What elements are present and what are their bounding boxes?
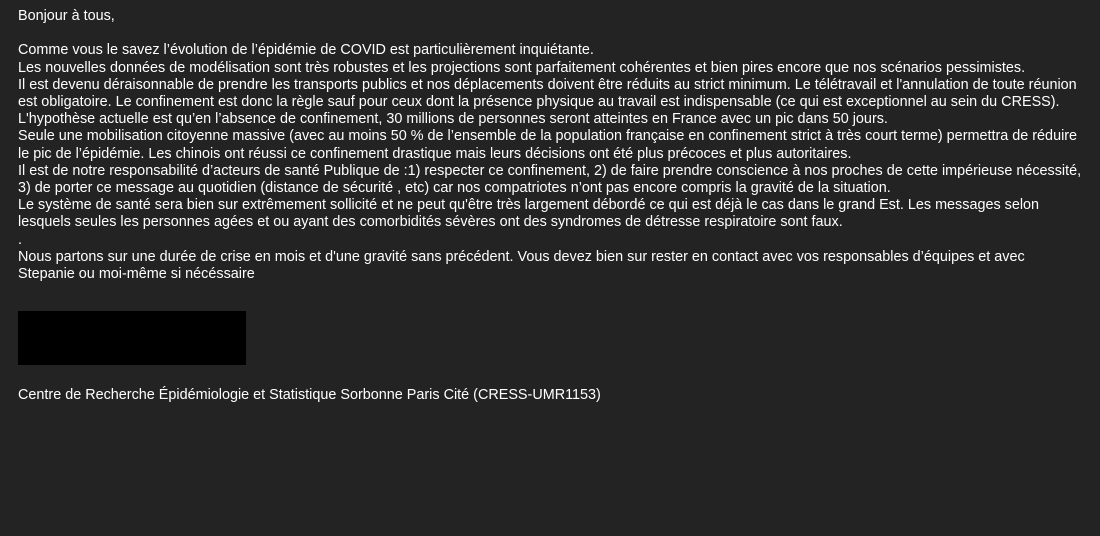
signature-organization: Centre de Recherche Épidémiologie et Statistique Sorbonne Paris Cité (CRESS-UMR1153): [18, 387, 601, 404]
paragraph-responsibility: Il est de notre responsabilité d’acteurs de santé Publique de :1) respecter ce confinement, 2) de faire prendre conscience à nos proches de cette impérieuse nécessité, 3) de porter ce message au quotidien (distance de sécurité , etc) car nos compatriotes n’ont pas encore compris la gravité de la situation.: [18, 162, 1082, 197]
paragraph-hypothesis: L'hypothèse actuelle est qu’en l’absence de confinement, 30 millions de personnes seront atteintes en France avec un pic dans 50 jours.: [18, 111, 888, 128]
paragraph-health-system: Le système de santé sera bien sur extrêmement sollicité et ne peut qu'être très largement débordé ce qui est déjà le cas dans le grand Est. Les messages selon lesquels seules les personnes agées et ou ayant des comorbidités sévères ont des syndromes de détresse respiratoire sont faux.: [18, 197, 1040, 231]
redacted-signature-block: [18, 311, 246, 365]
paragraph-crisis-duration: Nous partons sur une durée de crise en mois et d'une gravité sans précédent. Vous devez bien sur rester en contact avec vos responsables d’équipes et avec Stepanie ou moi-même si nécéssaire: [18, 248, 1025, 283]
paragraph-transport-telework: Il est devenu déraisonnable de prendre les transports publics et nos déplacements doivent être réduits au strict minimum. Le télétravail et l'annulation de toute réunion est obligatoire. Le confinement est donc la règle sauf pour ceux dont la présence physique au travail est indispensable (ce qui est exceptionnel au sein du CRESS).: [18, 76, 1077, 110]
spacer: [18, 365, 1082, 387]
blank-line: [18, 25, 1082, 42]
greeting: Bonjour à tous,: [18, 8, 115, 24]
paragraph-dot: .: [18, 231, 22, 248]
paragraph-covid-evolution: Comme vous le savez l’évolution de l’épidémie de COVID est particulièrement inquiétante.: [18, 42, 594, 59]
paragraph-modeling-data: Les nouvelles données de modélisation sont très robustes et les projections sont parfaitement cohérentes et bien pires encore que nos scénarios pessimistes.: [18, 59, 1026, 76]
paragraph-citizen-mobilisation: Seule une mobilisation citoyenne massive (avec au moins 50 % de l’ensemble de la population française en confinement strict à très court terme) permettra de réduire le pic de l’épidémie. Les chinois ont réussi ce confinement drastique mais leurs décisions ont été plus précoces et plus autoritaires.: [18, 128, 1078, 162]
spacer: [18, 283, 1082, 311]
